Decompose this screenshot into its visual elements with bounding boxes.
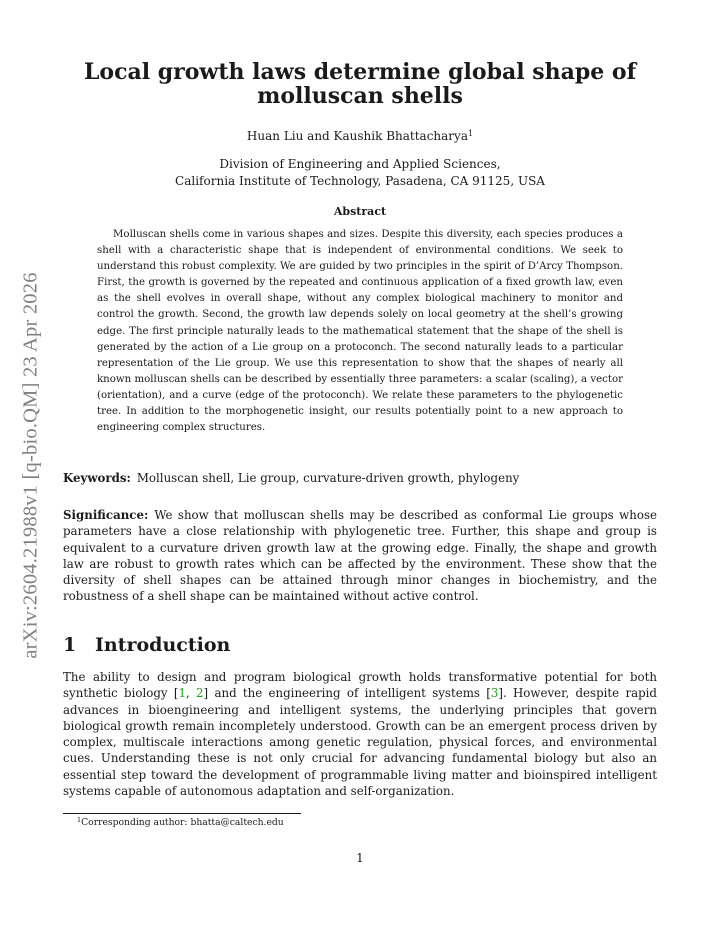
intro-text-2: ] and the engineering of intelligent systems [ (203, 686, 491, 701)
citation-separator: , (185, 686, 197, 701)
paper-title: Local growth laws determine global shape of molluscan shells (83, 59, 637, 109)
citation-link-1[interactable]: 1 (178, 686, 186, 701)
footnote-text: Corresponding author: bhatta@caltech.edu (81, 817, 284, 828)
footnote (77, 817, 637, 829)
intro-text-1: The ability to design and program biological growth holds transformative potential for both synthetic biology [ (63, 670, 657, 701)
section-number: 1 (63, 634, 77, 656)
author-line (63, 129, 657, 143)
abstract-heading: Abstract (333, 205, 387, 218)
arxiv-identifier: arXiv:2604.21988v1 [q-bio.QM] 23 Apr 2026 (19, 271, 42, 659)
intro-text-3: ]. However, despite rapid advances in bioengineering and intelligent systems, the underlying principles that govern biological growth remain incompletely understood. Growth can be an emergent process driven by complex, multiscale interactions among genetic regulation, physical forces, and environmental cues. Understanding these is not only crucial for advancing fundamental biology but also an essential step toward the development of programmable living matter and bioinspired intelligent systems capable of autonomous adaptation and self-organization. (63, 686, 657, 799)
keywords-text: Molluscan shell, Lie group, curvature-driven growth, phylogeny (136, 471, 520, 485)
abstract-text: Molluscan shells come in various shapes and sizes. Despite this diversity, each species produces a shell with a characteristic shape that is independent of environmental conditions. We seek to understand this robust complexity. We are guided by two principles in the spirit of D’Arcy Thompson. First, the growth is governed by the repeated and continuous application of a fixed growth law, even as the shell evolves in overall shape, without any complex biological machinery to monitor and control the growth. Second, the growth law depends solely on local geometry at the shell’s growing edge. The first principle naturally leads to the mathematical statement that the shape of the shell is generated by the action of a Lie group on a protoconch. The second naturally leads to a particular representation of the Lie group. We use this representation to show that the shapes of nearly all known molluscan shells can be described by essentially three parameters: a scalar (scaling), a vector (orientation), and a curve (edge of the protoconch). We relate these parameters to the phylogenetic tree. In addition to the morphogenetic insight, our results potentially point to a new approach to engineering complex structures. (97, 229, 623, 434)
page-number: 1 (356, 851, 364, 865)
keywords-paragraph (63, 470, 657, 486)
arxiv-sidebar-stamp (18, 240, 44, 690)
section-title: Introduction (95, 634, 231, 656)
affiliation (63, 156, 657, 190)
author-footnote-marker[interactable]: 1 (467, 129, 474, 138)
author-names: Huan Liu and Kaushik Bhattacharya (246, 129, 468, 143)
keywords-label: Keywords: (63, 471, 131, 485)
affiliation-line-1: Division of Engineering and Applied Sciences, (219, 157, 501, 171)
significance-label: Significance: (63, 508, 149, 522)
significance-paragraph (63, 507, 657, 605)
introduction-paragraph (63, 669, 657, 799)
footnote-divider (63, 813, 301, 814)
footnote-marker: 1 (77, 816, 82, 824)
citation-link-3[interactable]: 3 (490, 686, 499, 701)
citation-link-2[interactable]: 2 (196, 686, 204, 701)
section-heading-introduction (63, 633, 657, 657)
significance-text: We show that molluscan shells may be described as conformal Lie groups whose parameters have a close relationship with phylogenetic tree. Further, this shape and group is equivalent to a curvature driven growth law at the growing edge. Finally, the shape and growth law are robust to growth rates which can be affected by the environment. These show that the diversity of shell shapes can be attained through minor changes in biochemistry, and the robustness of a shell shape can be maintained without active control. (63, 508, 657, 604)
affiliation-line-2: California Institute of Technology, Pasadena, CA 91125, USA (175, 174, 545, 188)
